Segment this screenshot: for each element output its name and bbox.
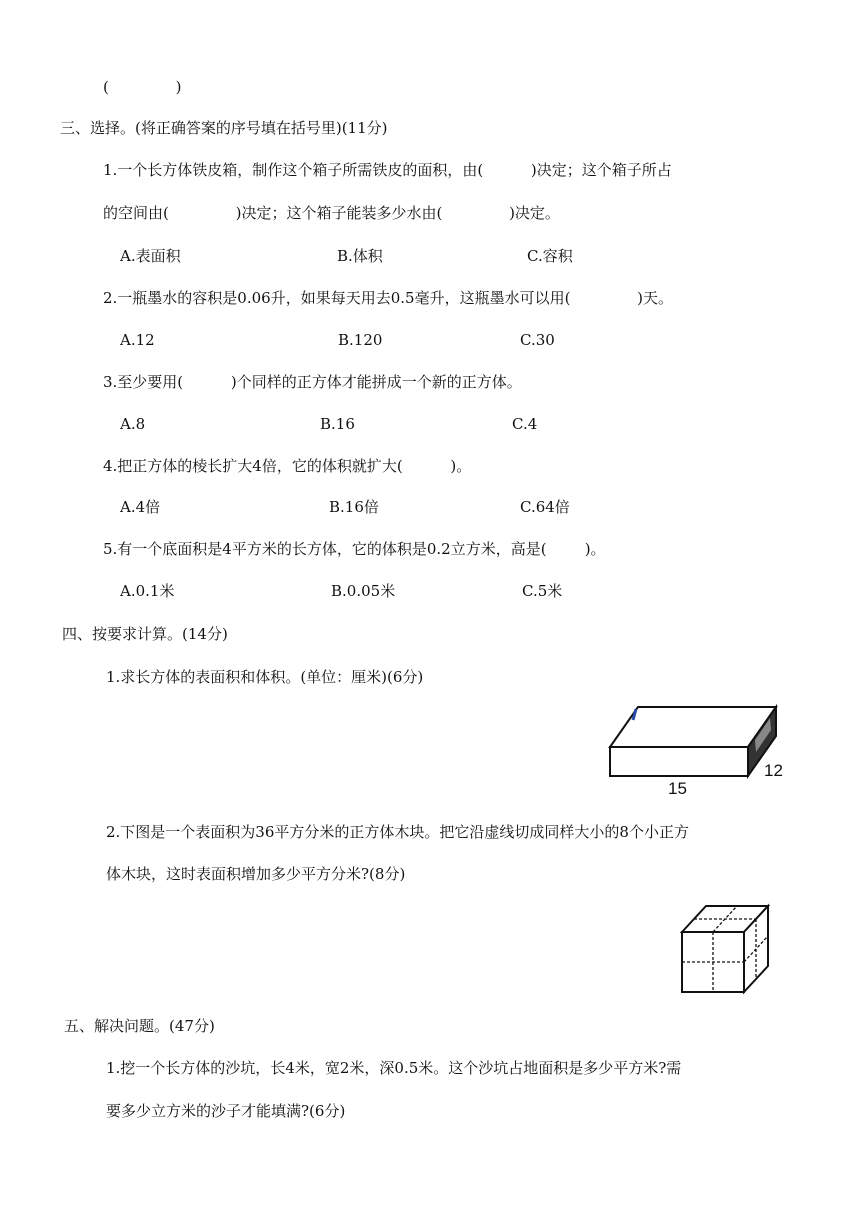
s3-q5-option-a: A.0.1米 — [120, 582, 175, 600]
s3-q2-option-c: C.30 — [520, 331, 555, 349]
section-3-title: 三、选择。(将正确答案的序号填在括号里)(11分) — [60, 119, 388, 137]
cube-figure — [676, 900, 786, 1000]
s3-q5-option-b: B.0.05米 — [331, 582, 396, 600]
s3-q4-option-c: C.64倍 — [520, 498, 570, 516]
s5-q1-line2: 要多少立方米的沙子才能填满?(6分) — [106, 1102, 346, 1120]
s3-q2-text: 2.一瓶墨水的容积是0.06升，如果每天用去0.5毫升，这瓶墨水可以用( )天。 — [103, 289, 674, 307]
s4-q2-line1: 2.下图是一个表面积为36平方分米的正方体木块。把它沿虚线切成同样大小的8个小正方 — [106, 823, 689, 841]
s3-q1-line1: 1.一个长方体铁皮箱，制作这个箱子所需铁皮的面积，由( )决定；这个箱子所占 — [103, 161, 672, 179]
section-4-title: 四、按要求计算。(14分) — [62, 625, 228, 643]
s4-q1-text: 1.求长方体的表面积和体积。(单位：厘米)(6分) — [106, 668, 424, 686]
s3-q1-option-b: B.体积 — [337, 247, 383, 265]
s3-q1-option-c: C.容积 — [527, 247, 573, 265]
s3-q4-option-b: B.16倍 — [329, 498, 379, 516]
s3-q5-text: 5.有一个底面积是4平方米的长方体，它的体积是0.2立方米，高是( )。 — [103, 540, 606, 558]
s4-q2-line2: 体木块，这时表面积增加多少平方分米?(8分) — [106, 865, 406, 883]
top-answer-blank: ( ) — [103, 78, 182, 96]
s3-q3-option-c: C.4 — [512, 415, 538, 433]
s3-q5-option-c: C.5米 — [522, 582, 563, 600]
cuboid-figure — [600, 700, 800, 800]
s3-q3-option-a: A.8 — [120, 415, 146, 433]
s3-q4-text: 4.把正方体的棱长扩大4倍，它的体积就扩大( )。 — [103, 457, 472, 475]
cuboid-width-label: 12 — [764, 761, 783, 780]
s3-q1-line2: 的空间由( )决定；这个箱子能装多少水由( )决定。 — [103, 204, 560, 222]
s5-q1-line1: 1.挖一个长方体的沙坑，长4米，宽2米，深0.5米。这个沙坑占地面积是多少平方米?需 — [106, 1059, 682, 1077]
s3-q2-option-a: A.12 — [120, 331, 155, 349]
section-5-title: 五、解决问题。(47分) — [64, 1017, 215, 1035]
s3-q3-option-b: B.16 — [320, 415, 355, 433]
s3-q3-text: 3.至少要用( )个同样的正方体才能拼成一个新的正方体。 — [103, 373, 522, 391]
s3-q2-option-b: B.120 — [338, 331, 383, 349]
s3-q4-option-a: A.4倍 — [120, 498, 161, 516]
cuboid-length-label: 15 — [668, 779, 687, 798]
s3-q1-option-a: A.表面积 — [120, 247, 181, 265]
